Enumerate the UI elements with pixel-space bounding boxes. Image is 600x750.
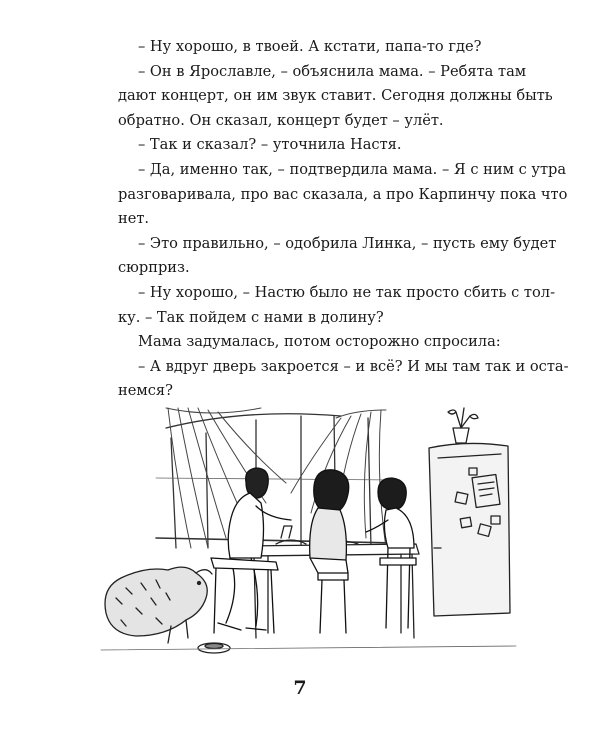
text-line-6: – Да, именно так, – подтвердила мама. – Я с ним с утра	[138, 160, 567, 178]
window-frame	[156, 414, 396, 548]
text-line-5: – Так и сказал? – уточнила Настя.	[138, 136, 402, 154]
fridge	[429, 443, 510, 616]
floor-line	[101, 646, 516, 650]
page-number: 7	[293, 677, 307, 699]
text-line-2: – Он в Ярославле, – объяснила мама. – Ребята там	[138, 62, 527, 80]
text-line-1: – Ну хорошо, в твоей. А кстати, папа-то где?	[138, 38, 482, 55]
flower-pot	[448, 408, 478, 443]
text-line-7: разговаривала, про вас сказала, а про Карпинчу пока что	[118, 185, 568, 203]
capybara-figure	[105, 567, 212, 643]
body-text	[118, 35, 569, 404]
middle-girl-figure	[310, 470, 349, 633]
text-line-8: нет.	[118, 210, 150, 228]
text-line-4: обратно. Он сказал, концерт будет – улёт.	[118, 111, 444, 129]
text-line-10: сюрприз.	[118, 259, 190, 277]
text-line-15: немся?	[118, 382, 173, 400]
text-line-9: – Это правильно, – одобрила Линка, – пусть ему будет	[138, 234, 557, 252]
text-line-12: ку. – Так пойдем с нами в долину?	[118, 308, 384, 326]
text-line-14: – А вдруг дверь закроется – и всё? И мы там так и оста-	[138, 357, 569, 375]
floor-dish	[198, 643, 230, 653]
text-line-13: Мама задумалась, потом осторожно спросила:	[138, 333, 501, 351]
text-line-3: дают концерт, он им звук ставит. Сегодня должны быть	[118, 87, 553, 105]
kitchen-illustration	[96, 398, 521, 663]
text-line-11: – Ну хорошо, – Настю было не так просто сбить с тол-	[138, 283, 555, 301]
